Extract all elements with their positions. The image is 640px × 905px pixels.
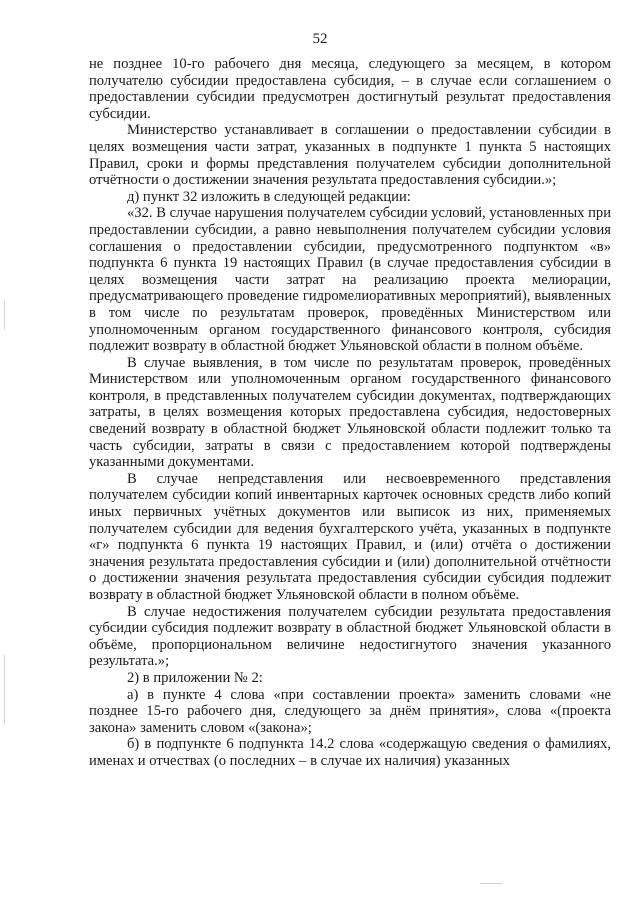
paragraph: 2) в приложении № 2:	[127, 669, 263, 686]
document-body	[89, 56, 611, 770]
paragraph: не позднее 10-го рабочего дня месяца, следующего за месяцем, в котором получателю субсидии предоставлена субсидия, – в случае если соглашением о предоставлении субсидии предусмотрен достигнутый результат предоставления субсидии.	[89, 56, 611, 122]
paragraph: «32. В случае нарушения получателем субсидии условий, установленных при предоставлении субсидии, а равно невыполнения получателем субсидии условия соглашения о предоставлении субсидии, предусмотренного подпунктом «в» подпункта 6 пункта 19 настоящих Правил (в случае предоставления субсидии в целях возмещения части затрат на реализацию проекта мелиорации, предусматривающего проведение гидромелиоративных мероприятий), выявленных в том числе по результатам проверок, проведённых Министерством или уполномоченным органом государственного финансового контроля, субсидия подлежит возврату в областной бюджет Ульяновской области в полном объёме.	[89, 205, 612, 355]
paragraph: В случае недостижения получателем субсидии результата предоставления субсидии субсидия подлежит возврату в областной бюджет Ульяновской области в объёме, пропорциональном величине недостигнутого значения указанного результата.»;	[89, 603, 611, 670]
page-number: 52	[312, 31, 328, 47]
paragraph: а) в пункте 4 слова «при составлении проекта» заменить словами «не позднее 15-го рабочего дня, следующего за днём принятия», слова «(проекта закона» заменить словом «(закона»;	[89, 686, 611, 736]
margin-scan-line-top	[4, 300, 5, 330]
paragraph: В случае выявления, в том числе по результатам проверок, проведённых Министерством или уполномоченным органом государственного финансового контроля, в представленных получателем субсидии документах, подтверждающих затраты, в целях возмещения которых предоставлена субсидия, недостоверных сведений возврату в областной бюджет Ульяновской области подлежит только та часть субсидии, затраты в связи с предоставлением которой подтверждены указанными документами.	[89, 354, 611, 471]
paragraph: б) в подпункте 6 подпункта 14.2 слова «содержащую сведения о фамилиях, именах и отчествах (о последних – в случае их наличия) указанных	[89, 736, 611, 769]
paragraph: В случае непредставления или несвоевременного представления получателем субсидии копий инвентарных карточек основных средств либо копий иных первичных учётных документов или выписок из них, применяемых получателем субсидии для ведения бухгалтерского учёта, указанных в подпункте «г» подпункта 6 пункта 19 настоящих Правил, и (или) отчёта о достижении значения результата предоставления субсидии и (или) дополнительной отчётности о достижении значения результата предоставления субсидии субсидия подлежит возврату в областной бюджет Ульяновской области в полном объёме.	[89, 470, 611, 603]
paragraph: д) пункт 32 изложить в следующей редакции:	[127, 188, 411, 205]
scan-artifact-line	[480, 883, 502, 884]
paragraph: Министерство устанавливает в соглашении о предоставлении субсидии в целях возмещения части затрат, указанных в подпункте 1 пункта 5 настоящих Правил, сроки и формы представления получателем субсидии дополнительной отчётности о достижении значения результата предоставления субсидии.»;	[89, 122, 611, 189]
margin-scan-line-bottom	[4, 655, 5, 725]
